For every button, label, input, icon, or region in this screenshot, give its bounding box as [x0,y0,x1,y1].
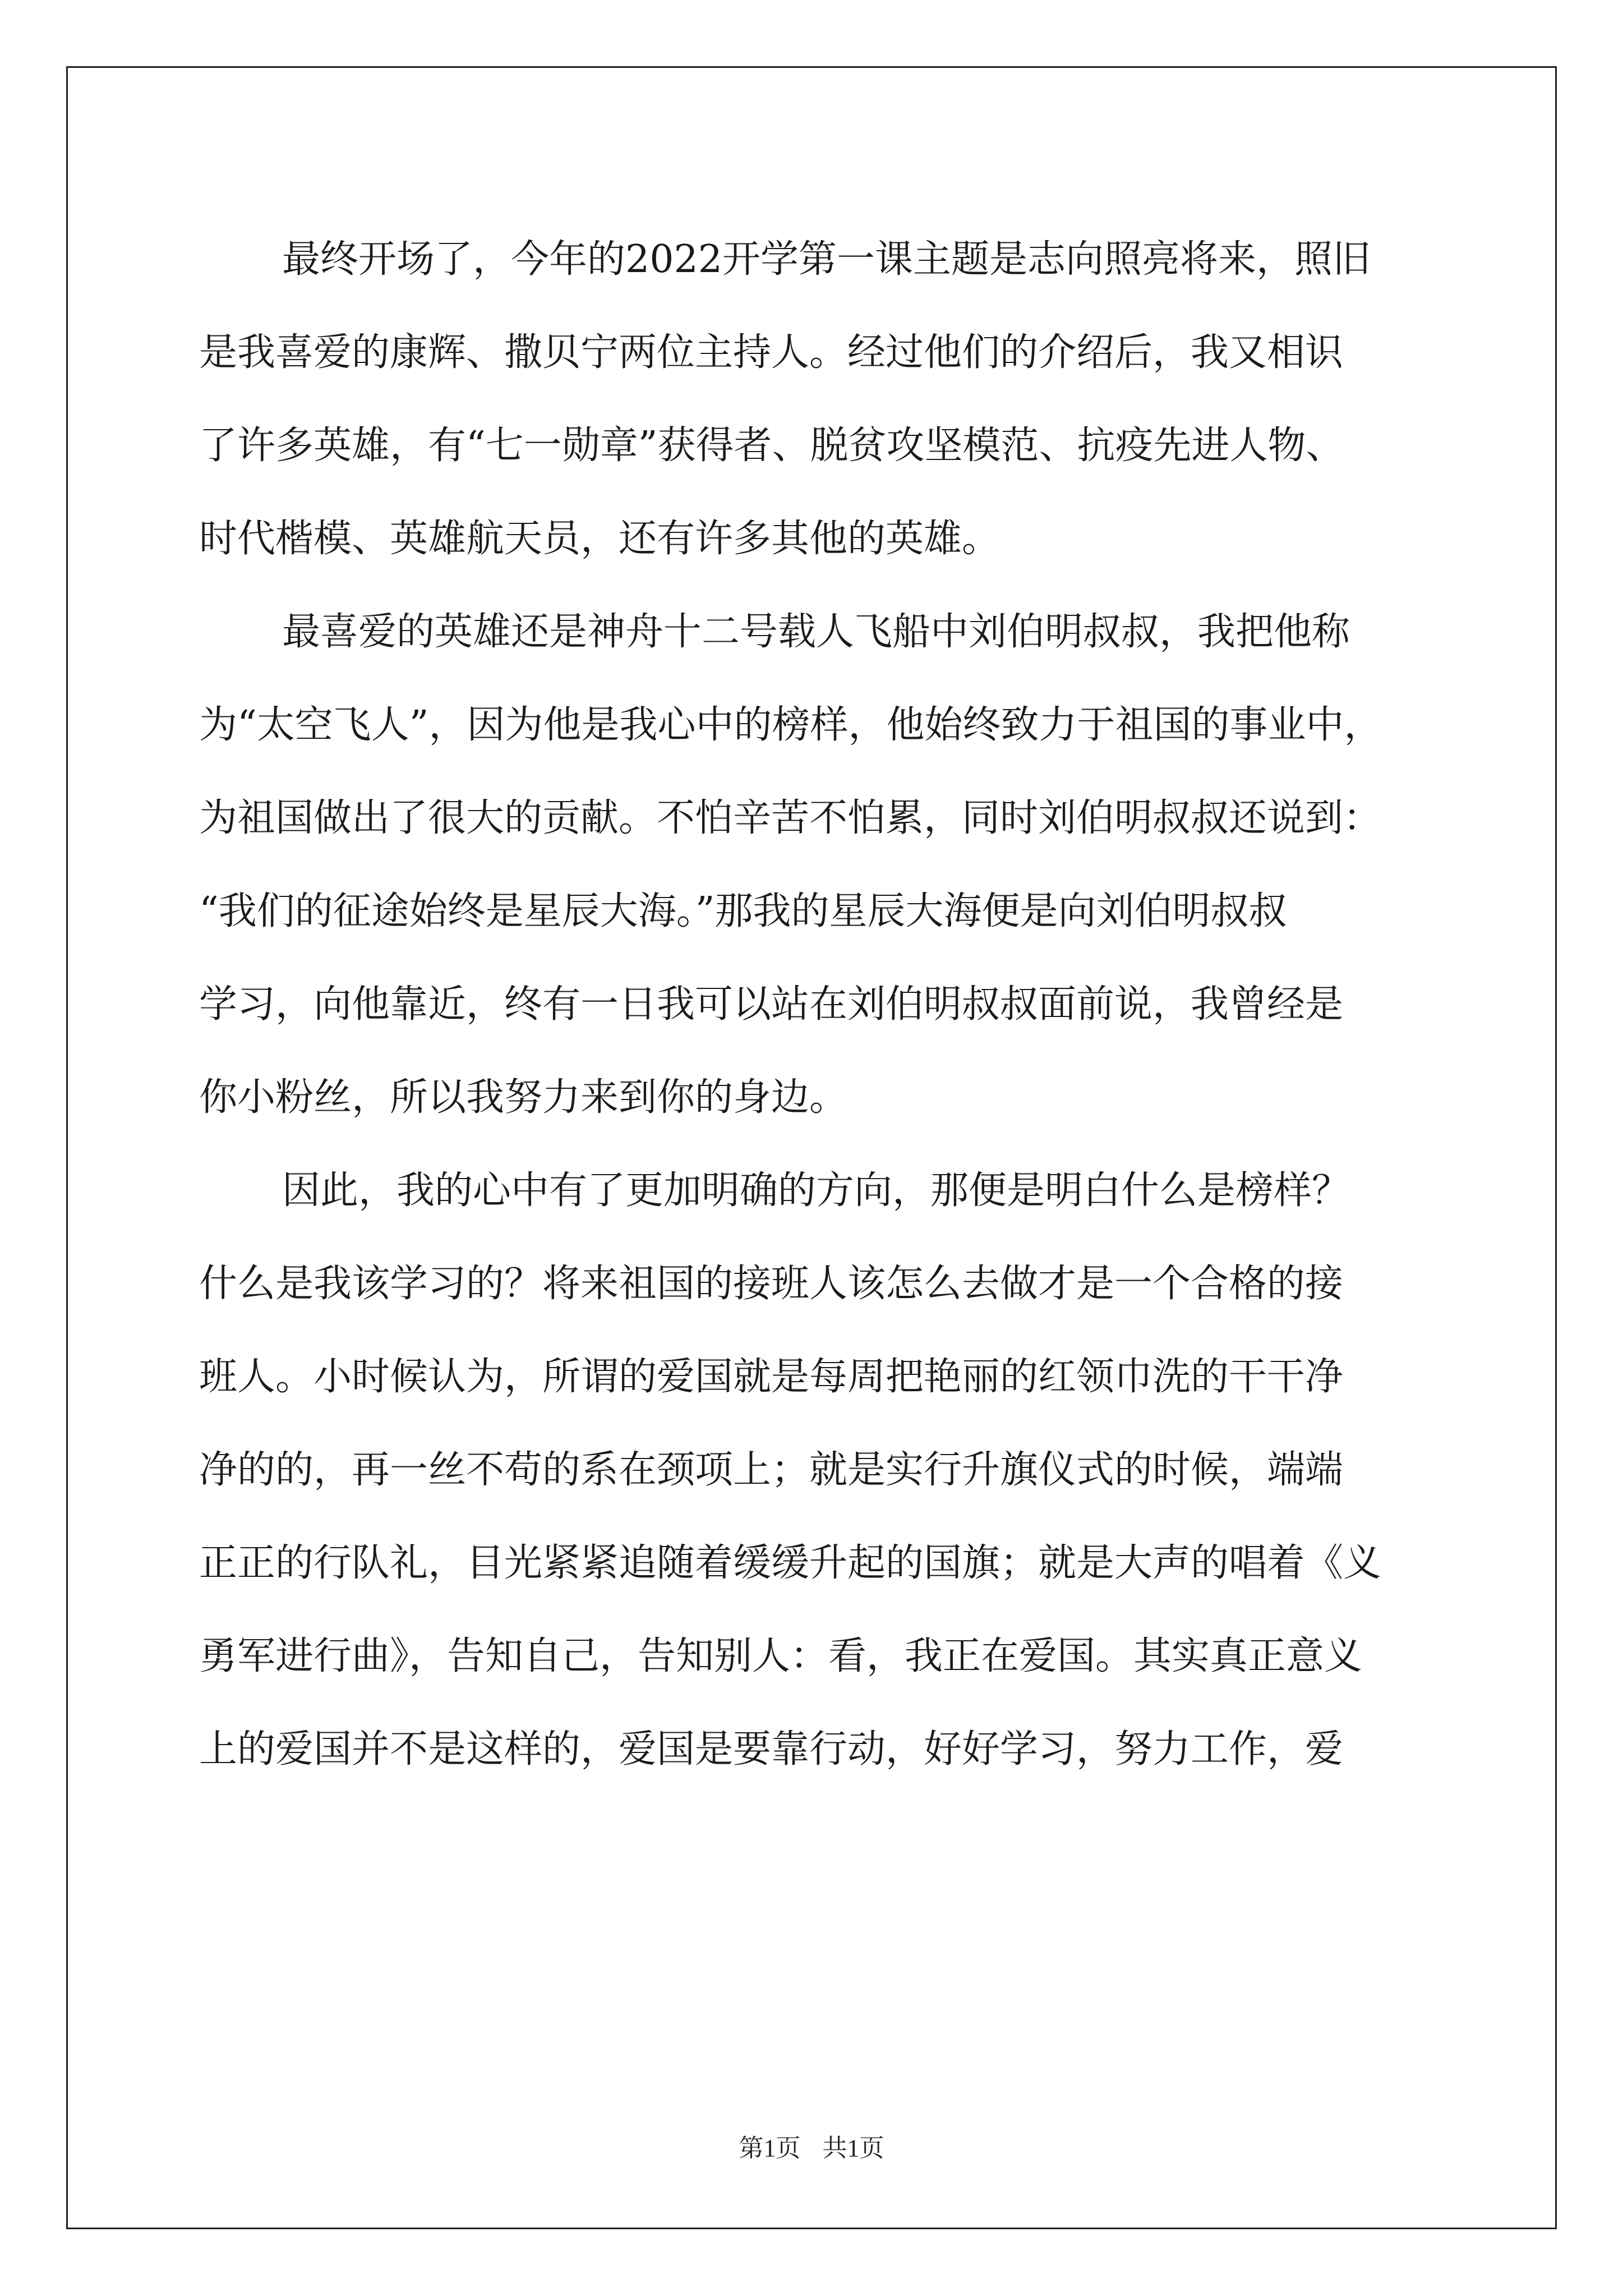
text-line: 学习，向他靠近，终有一日我可以站在刘伯明叔叔面前说，我曾经是 [199,982,1344,1027]
text-line: 最喜爱的英雄还是神舟十二号载人飞船中刘伯明叔叔，我把他称 [282,610,1350,654]
page-total: 共1页 [822,2134,884,2162]
text-line: 因此，我的心中有了更加明确的方向，那便是明白什么是榜样？ [282,1168,1350,1213]
page-footer [0,2132,1623,2165]
text-line: 什么是我该学习的？将来祖国的接班人该怎么去做才是一个合格的接 [199,1262,1344,1306]
text-line: 了许多英雄，有“七一勋章”获得者、脱贫攻坚模范、抗疫先进人物、 [199,424,1344,468]
text-line: 最终开场了，今年的2022开学第一课主题是志向照亮将来，照旧 [282,237,1371,282]
text-line: 为祖国做出了很大的贡献。不怕辛苦不怕累，同时刘伯明叔叔还说到： [199,796,1382,840]
text-line: 上的爱国并不是这样的，爱国是要靠行动，好好学习，努力工作，爱 [199,1727,1344,1772]
text-line: “我们的征途始终是星辰大海。”那我的星辰大海便是向刘伯明叔叔 [199,889,1287,933]
text-line: 正正的行队礼，目光紧紧追随着缓缓升起的国旗；就是大声的唱着《义 [199,1541,1382,1585]
text-line: 班人。小时候认为，所谓的爱国就是每周把艳丽的红领巾洗的干干净 [199,1355,1344,1399]
text-line: 你小粉丝，所以我努力来到你的身边。 [199,1075,848,1120]
page-number: 第1页 [739,2134,801,2162]
text-line: 勇军进行曲》，告知自己，告知别人：看，我正在爱国。其实真正意义 [199,1634,1363,1678]
body-text [199,213,1444,1796]
text-line: 净的的，再一丝不苟的系在颈项上；就是实行升旗仪式的时候，端端 [199,1448,1344,1492]
text-line: 为“太空飞人”，因为他是我心中的榜样，他始终致力于祖国的事业中， [199,703,1382,747]
text-line: 时代楷模、英雄航天员，还有许多其他的英雄。 [199,517,1000,561]
text-line: 是我喜爱的康辉、撒贝宁两位主持人。经过他们的介绍后，我又相识 [199,330,1344,375]
